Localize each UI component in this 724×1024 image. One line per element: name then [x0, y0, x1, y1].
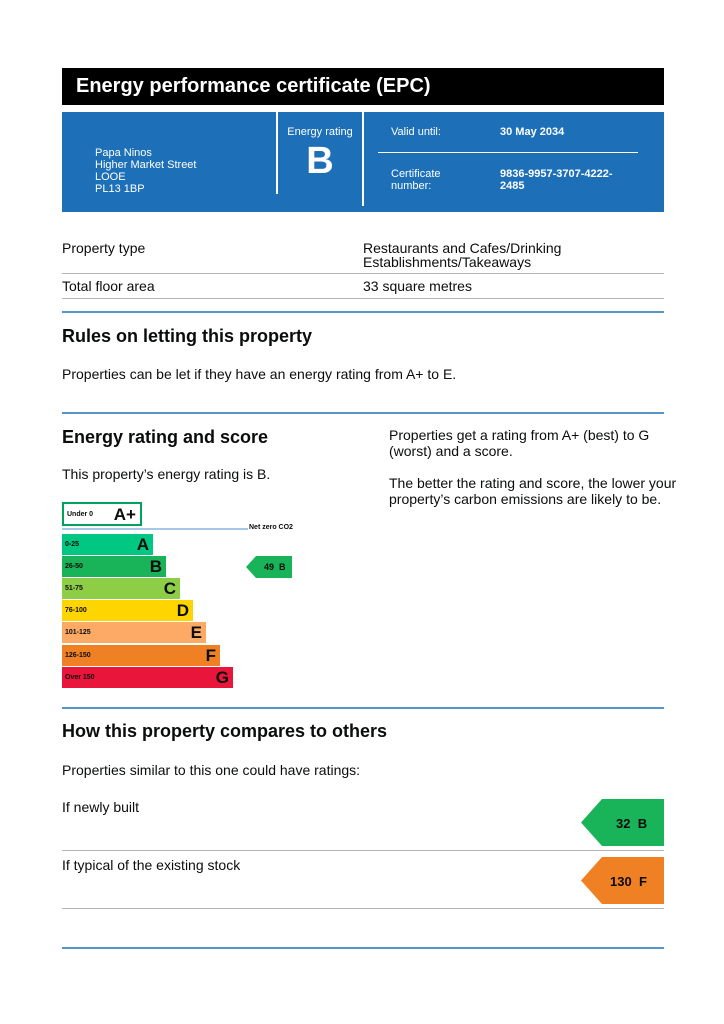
score-text: This property’s energy rating is B. — [62, 466, 271, 482]
rating-explanation-1b: (worst) and a score. — [389, 443, 513, 459]
compare-heading: How this property compares to others — [62, 721, 388, 741]
newly-built-rating — [616, 816, 647, 831]
certificate-number-line-1: 9836-9957-3707-4222- — [500, 168, 613, 180]
section-divider — [62, 707, 664, 709]
property-type-line-2: Establishments/Takeaways — [363, 254, 532, 270]
floor-area-label: Total floor area — [62, 278, 155, 294]
table-divider — [62, 298, 664, 299]
rating-band-range: 76-100 — [65, 607, 87, 614]
rating-band-range: 101-125 — [65, 629, 91, 636]
rating-band-a-plus — [62, 502, 142, 526]
typical-stock-letter: F — [638, 874, 647, 889]
rating-band-c — [62, 578, 180, 599]
rating-band-letter: A — [136, 535, 149, 554]
page-title: Energy performance certificate (EPC) — [62, 68, 664, 105]
section-divider — [62, 947, 664, 949]
table-divider — [62, 273, 664, 274]
rules-text: Properties can be let if they have an energy rating from A+ to E. — [62, 366, 457, 382]
rating-explanation-2a: The better the rating and score, the lower your — [389, 475, 677, 491]
typical-stock-rating — [610, 874, 647, 889]
section-divider — [62, 311, 664, 313]
rating-band-letter: G — [215, 668, 229, 687]
rating-band-f — [62, 645, 220, 666]
address-line-2: Higher Market Street — [95, 159, 197, 171]
rating-band-range: Over 150 — [65, 674, 95, 681]
property-type-line-1: Restaurants and Cafes/Drinking — [363, 240, 562, 256]
rules-heading: Rules on letting this property — [62, 326, 313, 346]
net-zero-label: Net zero CO2 — [249, 524, 293, 531]
rating-band-range: 51-75 — [65, 585, 83, 592]
section-divider — [62, 412, 664, 414]
valid-until-label: Valid until: — [391, 126, 441, 138]
panel-divider — [362, 112, 364, 206]
address-line-3: LOOE — [95, 171, 126, 183]
rating-band-range: Under 0 — [67, 511, 94, 518]
certificate-label-line-2: number: — [391, 180, 432, 192]
address-postcode: PL13 1BP — [95, 183, 145, 195]
certificate-label-line-1: Certificate — [391, 168, 441, 180]
rating-explanation-2 — [389, 475, 676, 507]
compare-intro: Properties similar to this one could have ratings: — [62, 762, 361, 778]
certificate-number-value — [500, 168, 613, 192]
table-divider — [62, 850, 664, 851]
typical-stock-label: If typical of the existing stock — [62, 857, 241, 873]
rating-band-letter: A+ — [113, 505, 136, 524]
typical-stock-score: 130 — [610, 874, 632, 889]
rating-band-d — [62, 600, 193, 621]
valid-until-value: 30 May 2034 — [500, 126, 565, 138]
newly-built-label: If newly built — [62, 799, 140, 815]
current-rating-label — [264, 562, 286, 572]
certificate-summary-panel — [62, 112, 664, 212]
rating-band-range: 0-25 — [65, 541, 80, 548]
address-line-1: Papa Ninos — [95, 147, 152, 159]
property-type-label: Property type — [62, 240, 146, 256]
floor-area-value: 33 square metres — [363, 278, 472, 294]
rating-band-range: 126-150 — [65, 652, 91, 659]
rating-band-b — [62, 556, 166, 577]
rating-band-range: 26-50 — [65, 563, 83, 570]
rating-band-letter: D — [176, 601, 189, 620]
energy-rating-letter: B — [306, 140, 334, 182]
current-score: 49 — [264, 562, 275, 572]
panel-divider — [378, 152, 638, 153]
rating-band-letter: C — [163, 579, 176, 598]
rating-explanation-1a: Properties get a rating from A+ (best) to G — [389, 427, 650, 443]
rating-band-letter: E — [190, 623, 202, 642]
property-type-value — [363, 241, 561, 269]
rating-band-g — [62, 667, 233, 688]
rating-band-letter: F — [205, 646, 216, 665]
newly-built-score: 32 — [616, 816, 631, 831]
rating-explanation-1 — [389, 427, 649, 459]
property-address — [95, 147, 196, 195]
rating-band-a — [62, 534, 153, 555]
rating-explanation-2b: property’s carbon emissions are likely to be. — [389, 491, 662, 507]
table-divider — [62, 908, 664, 909]
rating-band-e — [62, 622, 206, 643]
newly-built-letter: B — [637, 816, 648, 831]
rating-band-letter: B — [149, 557, 162, 576]
score-heading: Energy rating and score — [62, 427, 269, 447]
certificate-number-line-2: 2485 — [500, 180, 525, 192]
current-letter: B — [279, 562, 286, 572]
net-zero-line — [62, 528, 248, 530]
energy-rating-label: Energy rating — [287, 126, 353, 138]
certificate-number-label — [391, 168, 441, 192]
